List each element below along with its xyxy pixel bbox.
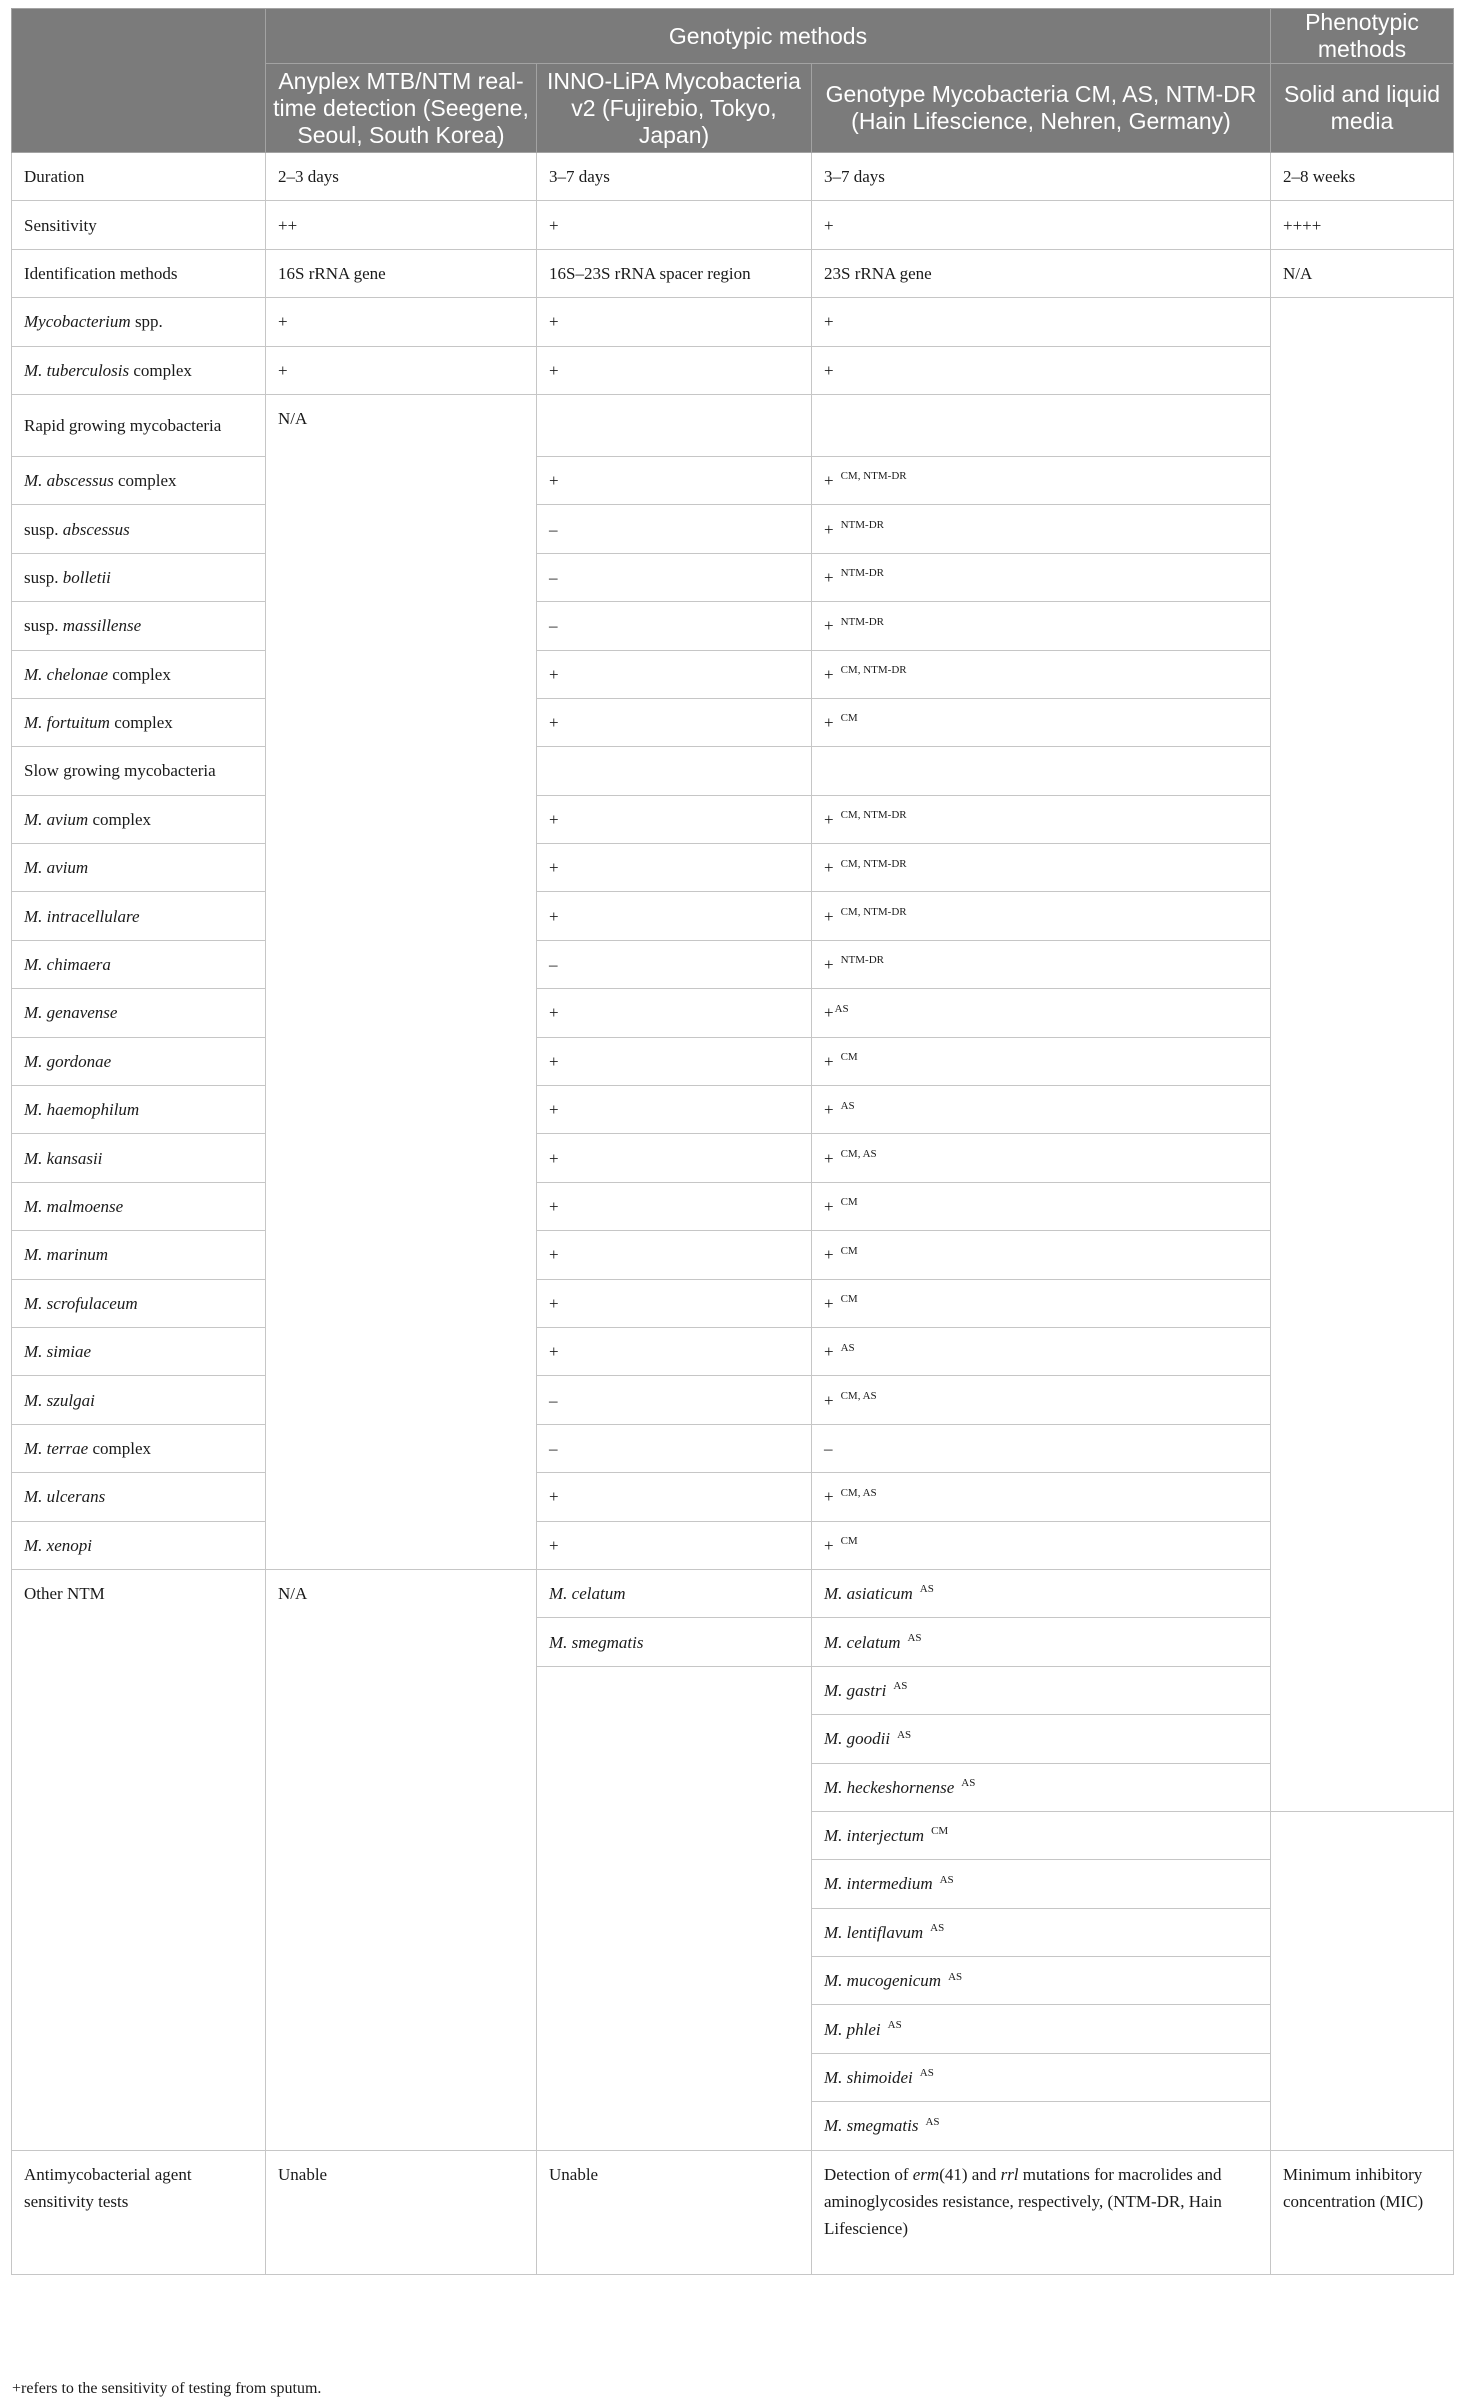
innolipa-cell: +: [537, 989, 812, 1037]
innolipa-cell: –: [537, 940, 812, 988]
row-label: M. ulcerans: [12, 1473, 266, 1521]
genotype-cell: M. celatum $^{AS}$: [812, 1618, 1271, 1666]
header-anyplex: Anyplex MTB/NTM real-time detection (Seegene, Seoul, South Korea): [266, 64, 537, 153]
table-row: [12, 1521, 1454, 1569]
row-label: M. chelonae complex: [12, 650, 266, 698]
genotype-cell: M. shimoidei $^{AS}$: [812, 2053, 1271, 2101]
innolipa-cell: 3–7 days: [537, 153, 812, 201]
genotype-cell: M. gastri $^{AS}$: [812, 1666, 1271, 1714]
genotype-cell: + $^{CM}$: [812, 1182, 1271, 1230]
table-row: [12, 456, 1454, 504]
innolipa-cell: +: [537, 1327, 812, 1375]
genotype-cell: + $^{CM, AS}$: [812, 1376, 1271, 1424]
row-label: susp. abscessus: [12, 505, 266, 553]
row-label: M. simiae: [12, 1327, 266, 1375]
genotype-cell: + $^{CM, AS}$: [812, 1134, 1271, 1182]
table-row: [12, 1327, 1454, 1375]
innolipa-cell: +: [537, 1134, 812, 1182]
genotype-cell: + $^{CM}$: [812, 1279, 1271, 1327]
genotype-cell: M. asiaticum $^{AS}$: [812, 1569, 1271, 1617]
row-label: Rapid growing mycobacteria: [12, 394, 266, 456]
table-row: [12, 1134, 1454, 1182]
innolipa-cell: +: [537, 1086, 812, 1134]
genotype-cell: + $^{AS}$: [812, 1086, 1271, 1134]
genotype-cell: M. mucogenicum $^{AS}$: [812, 1957, 1271, 2005]
table-row: [12, 1473, 1454, 1521]
row-label: M. haemophilum: [12, 1086, 266, 1134]
row-label: susp. bolletii: [12, 553, 266, 601]
innolipa-cell: –: [537, 505, 812, 553]
genotype-cell: –: [812, 1424, 1271, 1472]
innolipa-cell: +: [537, 201, 812, 249]
genotype-cell: 3–7 days: [812, 153, 1271, 201]
innolipa-cell: M. celatum: [537, 1569, 812, 1617]
phenotypic-empty-block: [1271, 298, 1454, 1812]
anyplex-cell: +: [266, 346, 537, 394]
table-row: [12, 394, 1454, 456]
phenotypic-cell: N/A: [1271, 249, 1454, 297]
row-label: susp. massillense: [12, 602, 266, 650]
table-row: [12, 989, 1454, 1037]
innolipa-cell: +: [537, 1182, 812, 1230]
table-row: [12, 1424, 1454, 1472]
table-row: [12, 553, 1454, 601]
innolipa-cell: +: [537, 1279, 812, 1327]
phenotypic-cell: 2–8 weeks: [1271, 153, 1454, 201]
mycobacteria-methods-table: [11, 8, 1454, 2275]
header-genotype: Genotype Mycobacteria CM, AS, NTM-DR (Hain Lifescience, Nehren, Germany): [812, 64, 1271, 153]
innolipa-cell: +: [537, 456, 812, 504]
table-row: [12, 1569, 1454, 1617]
innolipa-cell: +: [537, 1521, 812, 1569]
innolipa-cell: –: [537, 602, 812, 650]
header-genotypic: Genotypic methods: [266, 9, 1271, 64]
table-row: [12, 505, 1454, 553]
innolipa-cell: +: [537, 698, 812, 746]
innolipa-cell: +: [537, 1473, 812, 1521]
phenotypic-cell: ++++: [1271, 201, 1454, 249]
genotype-cell: +: [812, 346, 1271, 394]
row-label: M. abscessus complex: [12, 456, 266, 504]
innolipa-empty-block: [537, 1666, 812, 2150]
genotype-cell: + $^{CM, NTM-DR}$: [812, 456, 1271, 504]
row-label: M. fortuitum complex: [12, 698, 266, 746]
table-row: [12, 602, 1454, 650]
innolipa-cell: +: [537, 1231, 812, 1279]
row-label: Duration: [12, 153, 266, 201]
table-row: [12, 844, 1454, 892]
genotype-cell: + $^{CM, AS}$: [812, 1473, 1271, 1521]
innolipa-cell: –: [537, 1376, 812, 1424]
row-label: M. scrofulaceum: [12, 1279, 266, 1327]
phenotypic-empty-block: [1271, 1811, 1454, 2150]
anyplex-cell: N/A: [266, 1569, 537, 2150]
genotype-cell: M. heckeshornense $^{AS}$: [812, 1763, 1271, 1811]
anyplex-cell: 2–3 days: [266, 153, 537, 201]
genotype-cell: M. phlei $^{AS}$: [812, 2005, 1271, 2053]
row-label: Antimycobacterial agent sensitivity tests: [12, 2150, 266, 2274]
row-label: Sensitivity: [12, 201, 266, 249]
anyplex-na-block: N/A: [266, 394, 537, 1569]
header-innolipa: INNO-LiPA Mycobacteria v2 (Fujirebio, Tokyo, Japan): [537, 64, 812, 153]
header-media: Solid and liquid media: [1271, 64, 1454, 153]
innolipa-cell: +: [537, 298, 812, 346]
table-row: [12, 1376, 1454, 1424]
table-footnote: +refers to the sensitivity of testing from sputum.: [12, 2380, 322, 2397]
table-row: [12, 795, 1454, 843]
table-row: [12, 650, 1454, 698]
table-row: [12, 1279, 1454, 1327]
table-row: [12, 249, 1454, 297]
row-label: M. genavense: [12, 989, 266, 1037]
anyplex-cell: ++: [266, 201, 537, 249]
innolipa-cell: [537, 747, 812, 795]
row-label: M. malmoense: [12, 1182, 266, 1230]
genotype-cell: + $^{CM, NTM-DR}$: [812, 892, 1271, 940]
genotype-cell: + $^{CM, NTM-DR}$: [812, 844, 1271, 892]
header-blank: [12, 9, 266, 153]
innolipa-cell: +: [537, 892, 812, 940]
anyplex-cell: 16S rRNA gene: [266, 249, 537, 297]
genotype-cell: M. lentiflavum $^{AS}$: [812, 1908, 1271, 1956]
innolipa-cell: –: [537, 1424, 812, 1472]
genotype-cell: + $^{NTM-DR}$: [812, 940, 1271, 988]
phenotypic-cell: Minimum inhibitory concentration (MIC): [1271, 2150, 1454, 2274]
genotype-cell: +: [812, 201, 1271, 249]
row-label: Slow growing mycobacteria: [12, 747, 266, 795]
genotype-cell: +: [812, 298, 1271, 346]
genotype-cell: + $^{CM, NTM-DR}$: [812, 795, 1271, 843]
table-row: [12, 153, 1454, 201]
genotype-cell: 23S rRNA gene: [812, 249, 1271, 297]
genotype-cell: + $^{CM}$: [812, 1037, 1271, 1085]
table-row: [12, 892, 1454, 940]
row-label: M. tuberculosis complex: [12, 346, 266, 394]
row-label: Other NTM: [12, 1569, 266, 2150]
innolipa-cell: +: [537, 844, 812, 892]
table-row: [12, 298, 1454, 346]
table-row: [12, 940, 1454, 988]
row-label: M. gordonae: [12, 1037, 266, 1085]
innolipa-cell: +: [537, 650, 812, 698]
genotype-cell: + $^{NTM-DR}$: [812, 553, 1271, 601]
genotype-cell: [812, 747, 1271, 795]
genotype-cell: M. goodii $^{AS}$: [812, 1715, 1271, 1763]
genotype-cell: + $^{NTM-DR}$: [812, 505, 1271, 553]
genotype-cell: + $^{CM, NTM-DR}$: [812, 650, 1271, 698]
row-label: Identification methods: [12, 249, 266, 297]
table-row: [12, 698, 1454, 746]
row-label: M. szulgai: [12, 1376, 266, 1424]
table-row: [12, 2150, 1454, 2274]
genotype-cell: Detection of erm(41) and rrl mutations for macrolides and aminoglycosides resistance, respectively, (NTM-DR, Hain Lifescience): [812, 2150, 1271, 2274]
table-row: [12, 1182, 1454, 1230]
row-label: Mycobacterium spp.: [12, 298, 266, 346]
genotype-cell: + $^{AS}$: [812, 1327, 1271, 1375]
innolipa-cell: –: [537, 553, 812, 601]
anyplex-cell: +: [266, 298, 537, 346]
row-label: M. terrae complex: [12, 1424, 266, 1472]
genotype-cell: + $^{CM}$: [812, 1521, 1271, 1569]
table-row: [12, 1231, 1454, 1279]
table-row: [12, 1086, 1454, 1134]
row-label: M. marinum: [12, 1231, 266, 1279]
genotype-cell: + $^{CM}$: [812, 1231, 1271, 1279]
header-phenotypic: Phenotypic methods: [1271, 9, 1454, 64]
row-label: M. chimaera: [12, 940, 266, 988]
row-label: M. kansasii: [12, 1134, 266, 1182]
innolipa-cell: +: [537, 346, 812, 394]
row-label: M. intracellulare: [12, 892, 266, 940]
innolipa-cell: +: [537, 795, 812, 843]
row-label: M. avium complex: [12, 795, 266, 843]
genotype-cell: M. intermedium $^{AS}$: [812, 1860, 1271, 1908]
anyplex-cell: Unable: [266, 2150, 537, 2274]
table-row: [12, 346, 1454, 394]
genotype-cell: + $^{NTM-DR}$: [812, 602, 1271, 650]
innolipa-cell: M. smegmatis: [537, 1618, 812, 1666]
genotype-cell: [812, 394, 1271, 456]
genotype-cell: M. interjectum $^{CM}$: [812, 1811, 1271, 1859]
row-label: M. avium: [12, 844, 266, 892]
genotype-cell: +$^{AS}$: [812, 989, 1271, 1037]
innolipa-cell: +: [537, 1037, 812, 1085]
innolipa-cell: Unable: [537, 2150, 812, 2274]
genotype-cell: + $^{CM}$: [812, 698, 1271, 746]
table-row: [12, 747, 1454, 795]
innolipa-cell: 16S–23S rRNA spacer region: [537, 249, 812, 297]
genotype-cell: M. smegmatis $^{AS}$: [812, 2102, 1271, 2150]
table-row: [12, 1037, 1454, 1085]
table-row: [12, 201, 1454, 249]
innolipa-cell: [537, 394, 812, 456]
row-label: M. xenopi: [12, 1521, 266, 1569]
